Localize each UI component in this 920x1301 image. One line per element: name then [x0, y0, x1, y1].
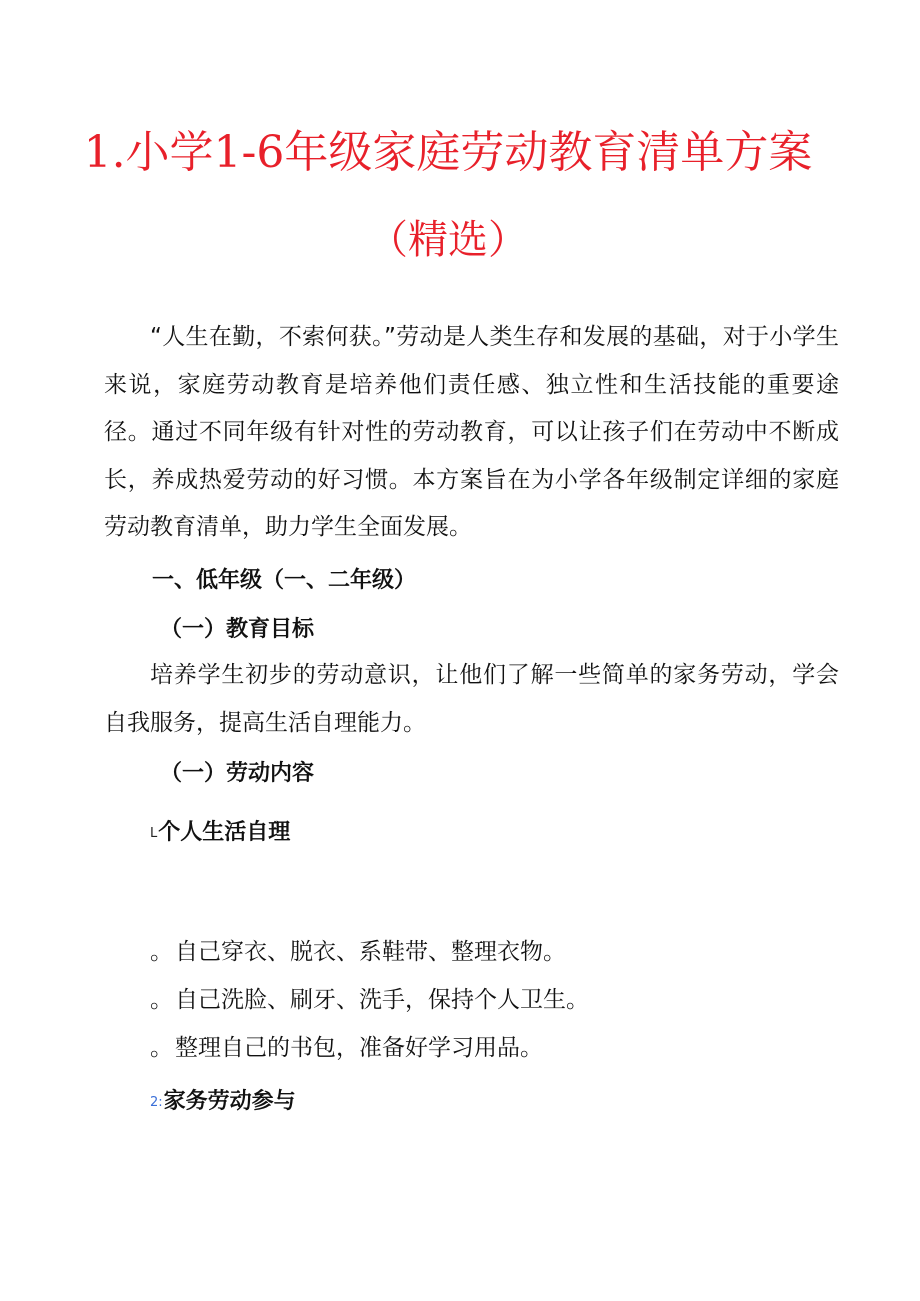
subheading-label: 个人生活自理 [158, 820, 291, 845]
goal-paragraph: 培养学生初步的劳动意识，让他们了解一些简单的家务劳动，学会自我服务，提高生活自理能力。 [104, 662, 839, 736]
document-subtitle: （精选） [368, 217, 528, 263]
document-title: 1.小学1-6年级家庭劳动教育清单方案 [83, 127, 813, 178]
subheading-number: 2: [150, 1095, 163, 1110]
subheading-number: L [150, 826, 158, 841]
list-item [150, 928, 589, 976]
section-heading-lower-grades: 一、低年级（一、二年级） [152, 568, 417, 593]
list-item-text: 自己穿衣、脱衣、系鞋带、整理衣物。 [175, 939, 566, 965]
list-item-text: 整理自己的书包，准备好学习用品。 [175, 1035, 543, 1061]
list-item [150, 1024, 589, 1072]
bullet-mark: 。 [150, 987, 173, 1013]
intro-paragraph: “人生在勤，不索何获。”劳动是人类生存和发展的基础，对于小学生来说，家庭劳动教育是培养他们责任感、独立性和生活技能的重要途径。通过不同年级有针对性的劳动教育，可以让孩子们在劳动中不断成长，养成热爱劳动的好习惯。本方案旨在为小学各年级制定详细的家庭劳动教育清单，助力学生全面发展。 [104, 324, 839, 540]
bullet-mark: 。 [150, 939, 173, 965]
list-item-text: 自己洗脸、刷牙、洗手，保持个人卫生。 [175, 987, 589, 1013]
subheading-self-care [150, 818, 290, 849]
self-care-list [150, 928, 589, 1072]
subheading-housework [150, 1087, 296, 1118]
heading-education-goal: （一）教育目标 [160, 617, 315, 642]
list-item [150, 976, 589, 1024]
bullet-mark: 。 [150, 1035, 173, 1061]
heading-labor-content: （一）劳动内容 [160, 761, 315, 786]
subheading-label: 家务劳动参与 [163, 1089, 296, 1114]
